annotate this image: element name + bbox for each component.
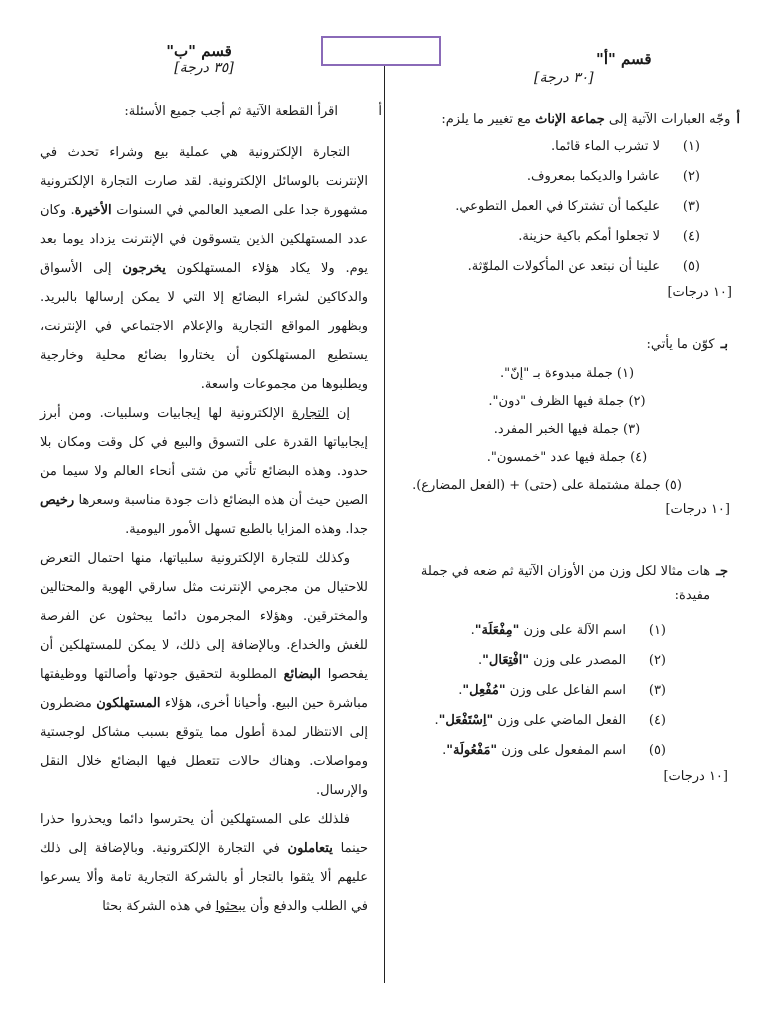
question-c	[406, 560, 728, 788]
section-b-title: قسم "ب"	[166, 42, 232, 60]
question-b-letter: بـ	[720, 337, 728, 352]
text: في التجارة الإلكترونية. وبالإضافة إلى ذلك عليهم ألا يثقوا بالتجار أو بالشركة التجارية تامة وألا يسرعوا في الطلب والدفع وأن	[40, 841, 368, 914]
item-text-bold: "مِفْعَلَة"	[474, 623, 520, 638]
section-a	[406, 44, 740, 788]
column-divider	[384, 66, 385, 983]
bold-word: البضائع	[283, 667, 321, 682]
text: إن	[328, 406, 350, 421]
item-number: (٢)	[648, 653, 666, 668]
question-c-prompt: هات مثالا لكل وزن من الأوزان الآتية ثم ضعه في جملة مفيدة:	[420, 564, 711, 603]
reading-passage	[40, 138, 368, 921]
item-number: (٥)	[682, 259, 700, 274]
item-text-bold: "مُفْعِل"	[462, 683, 506, 698]
list-item: (٣) جملة فيها الخبر المفرد.	[493, 422, 641, 437]
item-text-end: .	[470, 623, 475, 638]
text: وكذلك للتجارة الإلكترونية سلبياتها، منها احتمال التعرض للاحتيال من مجرمي الإنترنت مثل سارقي الهوية والمحتالين والمخترقين. وهؤلاء المجرمون دائما يبحثون عن الفرصة للغش والخداع. وبالإضافة إلى ذلك، لا يمكن للمستهلكين أن يفحصوا	[40, 551, 368, 682]
item-number: (٣)	[648, 683, 666, 698]
question-b-a	[40, 100, 382, 124]
question-a-grade: [١٠ درجات]	[667, 285, 732, 300]
item-text-bold: "مَفْعُولَة"	[446, 743, 498, 758]
text: المطلوبة لتحقيق جودتها وأصالتها ووظيفتها مباشرة حين البيع. وأحيانا أخرى، هؤلاء	[40, 667, 368, 711]
question-c-grade: [١٠ درجات]	[663, 769, 728, 784]
question-letter: أ	[378, 104, 382, 119]
prompt-bold-text: جماعة الإناث	[535, 112, 605, 127]
item-text: علينا أن نبتعد عن المأكولات الملوّثة.	[467, 259, 660, 274]
list-item	[406, 676, 728, 706]
item-text	[458, 676, 626, 706]
item-number: (٤)	[648, 713, 666, 728]
item-text: لا تجعلوا أمكم باكية حزينة.	[518, 229, 660, 244]
question-a	[406, 110, 740, 304]
bold-word: رخيص	[40, 493, 75, 508]
item-number: (٢)	[682, 169, 700, 184]
text: . وكان عدد المستهلكين الذين يتسوقون في الإنترنت يزداد يوما بعد يوم. ولا يكاد هؤلاء المستهلكون	[40, 203, 368, 276]
item-text	[442, 736, 626, 766]
item-number: (١)	[648, 623, 666, 638]
list-item	[406, 222, 728, 252]
prompt-text: مع تغيير ما يلزم:	[441, 112, 536, 127]
list-item	[406, 192, 728, 222]
item-text-end: .	[478, 653, 483, 668]
text: الإلكترونية لها إيجابيات وسلبيات. ومن أبرز إيجابياتها القدرة على التسوق والبيع في كل وقت ومكان بلا حدود. وهذه البضائع تأتي من شتى أنحاء العالم ولا سيما من الصين حيث أن هذه البضائع ذات جودة مناسبة وسعرها	[40, 406, 368, 508]
item-text: عاشرا والديكما بمعروف.	[526, 169, 660, 184]
text: في هذه الشركة بحثا	[102, 899, 216, 914]
section-b	[40, 42, 382, 921]
question-b-prompt: كوّن ما يأتي:	[646, 337, 715, 352]
item-number: (٤)	[682, 229, 700, 244]
item-text-bold: "افْتِعَال"	[482, 653, 530, 668]
text: فلذلك على المستهلكين أن يحترسوا دائما ويحذروا حذرا حينما	[40, 812, 368, 856]
list-item	[406, 706, 728, 736]
item-text-end: .	[442, 743, 447, 758]
paragraph-4	[40, 805, 368, 921]
text: مضطرون إلى الانتظار لمدة أطول مما يتوقع بسبب مشاكل لوجستية ومواصلات. وهناك حالات تتعطل فيها البضائع خلال النقل والإرسال.	[40, 696, 368, 798]
question-prompt: اقرأ القطعة الآتية ثم أجب جميع الأسئلة:	[124, 104, 338, 119]
section-a-title: قسم "أ"	[596, 50, 652, 68]
list-item: (٤) جملة فيها عدد "خمسون".	[486, 450, 648, 465]
text: جدا. وهذه المزايا بالطبع تسهل الأمور اليومية.	[125, 522, 368, 537]
item-text	[478, 646, 626, 676]
text: إلى الأسواق والدكاكين لشراء البضائع إلا التي لا يمكن إرسالها بالبريد. وبظهور المواقع التجارية والإعلام الاجتماعي في الإنترنت، يستطيع المستهلكون أن يختاروا بضائع محلية وخارجية ويطلبوها من مجموعات واسعة.	[40, 261, 368, 392]
list-item	[406, 736, 728, 766]
item-text	[434, 706, 626, 736]
paragraph-3	[40, 544, 368, 805]
item-text-bold: "اِسْتَفْعَل"	[438, 713, 494, 728]
item-text-end: .	[434, 713, 439, 728]
item-text	[471, 616, 626, 646]
item-number: (١)	[682, 139, 700, 154]
list-item: (٢) جملة فيها الظرف "دون".	[488, 394, 646, 409]
bold-word: يتعاملون	[287, 841, 333, 856]
item-number: (٣)	[682, 199, 700, 214]
item-text-plain: اسم الآلة على وزن	[519, 623, 626, 638]
item-text-plain: المصدر على وزن	[529, 653, 626, 668]
bold-word: المستهلكون	[96, 696, 161, 711]
list-item: (٥) جملة مشتملة على (حتى) + (الفعل المضارع).	[412, 478, 682, 493]
paragraph-1	[40, 138, 368, 399]
underlined-word: التجارة	[292, 406, 329, 421]
item-text-plain: الفعل الماضي على وزن	[493, 713, 626, 728]
question-c-items	[406, 616, 728, 766]
item-text: لا تشرب الماء قائما.	[550, 139, 660, 154]
question-a-items	[406, 132, 728, 282]
question-b-grade: [١٠ درجات]	[665, 502, 730, 517]
list-item	[406, 616, 728, 646]
item-text-plain: اسم الفاعل على وزن	[505, 683, 626, 698]
question-c-letter: جـ	[716, 564, 728, 579]
item-text: عليكما أن تشتركا في العمل التطوعي.	[455, 199, 660, 214]
text: التجارة الإلكترونية هي عملية بيع وشراء تحدث في الإنترنت بالوسائل الإلكترونية. لقد صارت التجارة الإلكترونية مشهورة جدا على الصعيد العالمي في السنوات	[40, 145, 368, 218]
question-b	[406, 330, 728, 520]
item-text-plain: اسم المفعول على وزن	[497, 743, 626, 758]
question-b-items	[406, 360, 728, 500]
item-number: (٥)	[648, 743, 666, 758]
bold-word: يخرجون	[122, 261, 166, 276]
section-b-grade: [٣٥ درجة]	[174, 60, 234, 76]
bold-word: الأخيرة	[74, 203, 112, 218]
question-a-letter: أ	[736, 112, 740, 127]
list-item	[406, 252, 728, 282]
section-a-grade: [٣٠ درجة]	[534, 70, 594, 86]
question-a-prompt	[441, 110, 730, 130]
list-item	[406, 132, 728, 162]
prompt-text: وجّه العبارات الآتية إلى	[604, 112, 731, 127]
item-text-end: .	[458, 683, 463, 698]
list-item	[406, 646, 728, 676]
underlined-word: يبحثوا	[215, 899, 246, 914]
list-item	[406, 162, 728, 192]
paragraph-2	[40, 399, 368, 544]
list-item: (١) جملة مبدوءة بـ "إنّ".	[499, 366, 635, 381]
